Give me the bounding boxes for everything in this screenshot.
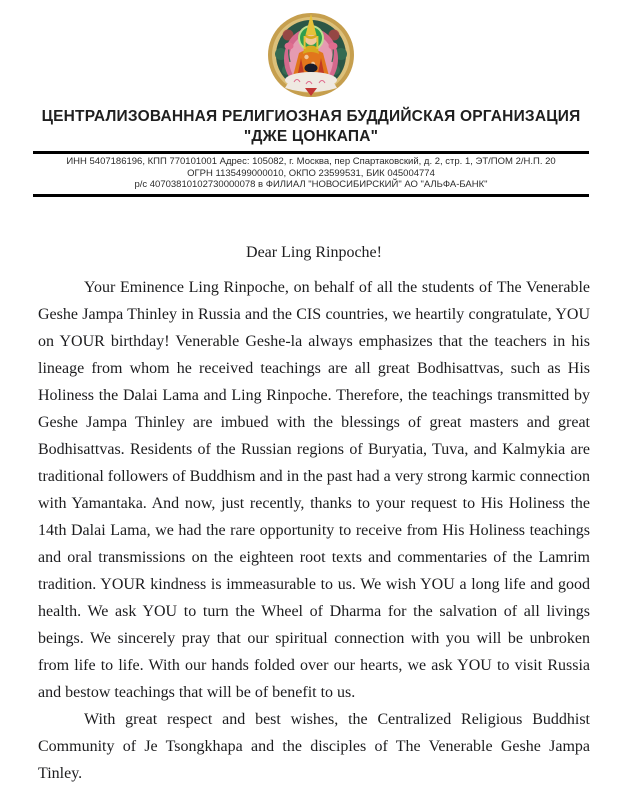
requisites-block: [33, 151, 589, 197]
requisites-line-ogrn: ОГРН 1135499000010, ОКПО 23599531, БИК 045004774: [187, 167, 435, 179]
letter-paragraph-2: With great respect and best wishes, the Centralized Religious Buddhist Community of Je Tsongkhapa and the disciples of The Venerable Geshe Jampa Tinley.: [38, 710, 590, 782]
je-tsongkhapa-logo-icon: [261, 8, 361, 100]
salutation: Dear Ling Rinpoche!: [246, 243, 382, 261]
logo-container: [0, 0, 622, 100]
requisites-line-inn-address: ИНН 5407186196, КПП 770101001 Адрес: 105082, г. Москва, пер Спартаковский, д. 2, стр. 1, ЭТ/ПОМ 2/Н.П. 20: [66, 156, 556, 167]
organization-name: [0, 107, 622, 146]
letter-paragraph-1: Your Eminence Ling Rinpoche, on behalf of all the students of The Venerable Geshe Jampa Thinley in Russia and the CIS countries, we heartily congratulate, YOU on YOUR birthday! Venerable Geshe-la always emphasizes that the teachers in his lineage from whom he received teachings are all great Bodhisattvas, such as His Holiness the Dalai Lama and Ling Rinpoche. Therefore, the teachings transmitted by Geshe Jampa Thinley are imbued with the blessings of great masters and great Bodhisattvas. Residents of the Russian regions of Buryatia, Tuva, and Kalmykia are traditional followers of Buddhism and in the past had a very strong karmic connection with Yamantaka. And now, just recently, thanks to your request to His Holiness the 14th Dalai Lama, we had the rare opportunity to receive from His Holiness teachings and oral transmissions on the eighteen root texts and commentaries of the Lamrim tradition. YOUR kindness is immeasurable to us. We wish YOU a long life and good health. We ask YOU to turn the Wheel of Dharma for the salvation of all livings beings. We sincerely pray that our spiritual connection with you will be unbroken from life to life. With our hands folded over our hearts, we ask YOU to visit Russia and bestow teachings that will be of benefit to us.: [38, 278, 590, 701]
requisites-line-bank-account: р/с 40703810102730000078 в ФИЛИАЛ "НОВОСИБИРСКИЙ" АО "АЛЬФА-БАНК": [134, 179, 488, 190]
organization-name-line1: ЦЕНТРАЛИЗОВАННАЯ РЕЛИГИОЗНАЯ БУДДИЙСКАЯ ОРГАНИЗАЦИЯ: [41, 108, 581, 125]
letter-body: [0, 239, 622, 787]
organization-name-line2: "ДЖЕ ЦОНКАПА": [243, 127, 379, 145]
